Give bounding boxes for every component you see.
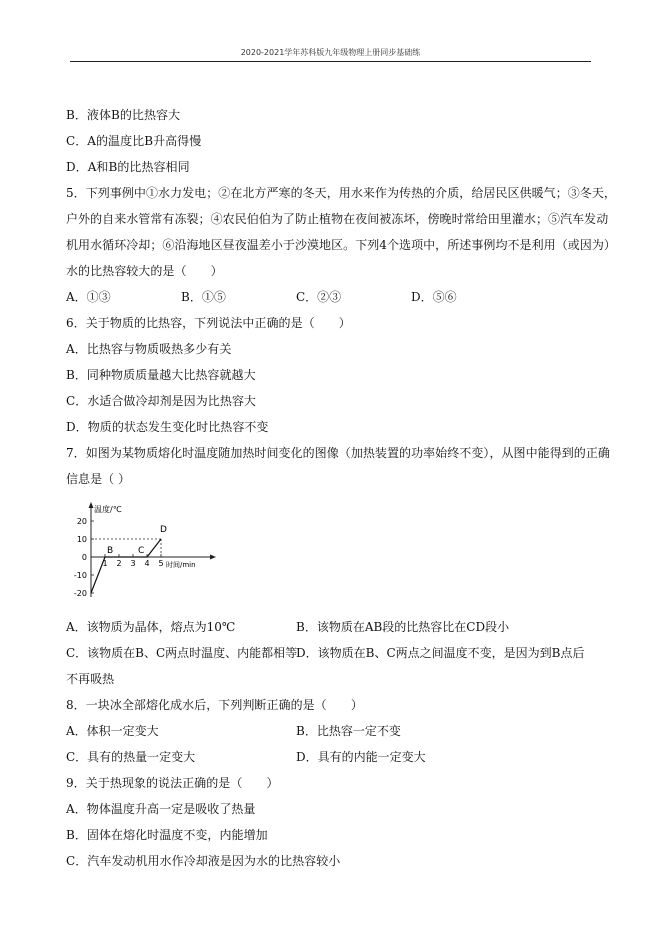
q8-option-b: B．比热容一定不变 [296, 724, 401, 738]
q8-stem: 8．一块冰全部熔化成水后，下列判断正确的是（ ） [66, 698, 363, 712]
q9-option-a: A．物体温度升高一定是吸收了热量 [66, 802, 256, 816]
y-axis-arrow [89, 502, 94, 508]
y-tick-label: 0 [81, 553, 87, 562]
q5-stem-line-3: 机用水循环冷却；⑥沿海地区昼夜温差小于沙漠地区。下列4个选项中，所述事例均不是利用（或因为） [66, 238, 616, 252]
y-tick-label: 20 [76, 517, 87, 526]
temperature-time-chart [66, 500, 226, 604]
q7-option-d-continued: 不再吸热 [66, 672, 115, 686]
q9-option-c: C．汽车发动机用水作冷却液是因为水的比热容较小 [66, 854, 341, 868]
q7-stem-line-1: 7．如图为某物质熔化时温度随加热时间变化的图像（加热装置的功率始终不变），从图中能得到的正确 [66, 446, 610, 460]
q8-option-a: A．体积一定变大 [66, 724, 159, 738]
q9-stem: 9．关于热现象的说法正确的是（ ） [66, 776, 279, 790]
x-tick-label: 2 [116, 559, 122, 568]
series-line [91, 539, 164, 593]
q5-option-d: D．⑤⑥ [411, 290, 457, 304]
q7-stem-line-2: 信息是（ ） [66, 472, 131, 486]
y-tick-label: -10 [73, 571, 87, 580]
q4-option-d: D．A和B的比热容相同 [66, 160, 190, 174]
q8-option-d: D．具有的内能一定变大 [296, 750, 426, 764]
q5-stem-line-1: 5．下列事例中①水力发电；②在北方严寒的冬天，用水来作为传热的介质，给居民区供暖气；③冬天， [66, 186, 616, 200]
x-tick-label: 3 [130, 559, 136, 568]
x-axis-label: 时间/min [166, 561, 196, 569]
q6-stem: 6．关于物质的比热容，下列说法中正确的是（ ） [66, 316, 351, 330]
q5-option-b: B．①⑤ [181, 290, 226, 304]
q6-option-b: B．同种物质质量越大比热容就越大 [66, 368, 256, 382]
q9-option-b: B．固体在熔化时温度不变，内能增加 [66, 828, 268, 842]
q7-option-a: A．该物质为晶体，熔点为10℃ [66, 620, 236, 634]
q4-option-b: B．液体B的比热容大 [66, 108, 181, 122]
q5-stem-line-4: 水的比热容较大的是（ ） [66, 264, 223, 278]
q7-option-c: C．该物质在B、C两点时温度、内能都相等 [66, 646, 298, 660]
q4-option-c: C．A的温度比B升高得慢 [66, 134, 202, 148]
y-axis-label: 温度/℃ [94, 505, 122, 514]
x-tick-label: 1 [102, 559, 108, 568]
x-tick-label: 4 [144, 559, 150, 568]
x-tick-label: 5 [158, 559, 164, 568]
point-label-c: C [138, 546, 145, 556]
q6-option-a: A．比热容与物质吸热多少有关 [66, 342, 232, 356]
q6-option-c: C．水适合做冷却剂是因为比热容大 [66, 394, 256, 408]
q7-option-b: B．该物质在AB段的比热容比在CD段小 [296, 620, 510, 634]
x-axis-arrow [210, 555, 216, 560]
point-label-b: B [107, 546, 114, 556]
header-divider [70, 61, 591, 62]
page-header: 2020-2021学年苏科版九年级物理上册同步基础练 [240, 48, 421, 57]
q5-stem-line-2: 户外的自来水管常有冻裂；④农民伯伯为了防止植物在夜间被冻坏，傍晚时常给田里灌水；⑤汽车发动 [66, 212, 609, 226]
y-tick-label: 10 [76, 535, 87, 544]
point-label-d: D [160, 525, 167, 535]
q5-option-a: A．①③ [66, 290, 111, 304]
q6-option-d: D．物质的状态发生变化时比热容不变 [66, 420, 269, 434]
q7-option-d: D．该物质在B、C两点之间温度不变，是因为到B点后 [296, 646, 585, 660]
y-tick-label: -20 [73, 589, 87, 598]
q5-option-c: C．②③ [296, 290, 342, 304]
q8-option-c: C．具有的热量一定变大 [66, 750, 196, 764]
